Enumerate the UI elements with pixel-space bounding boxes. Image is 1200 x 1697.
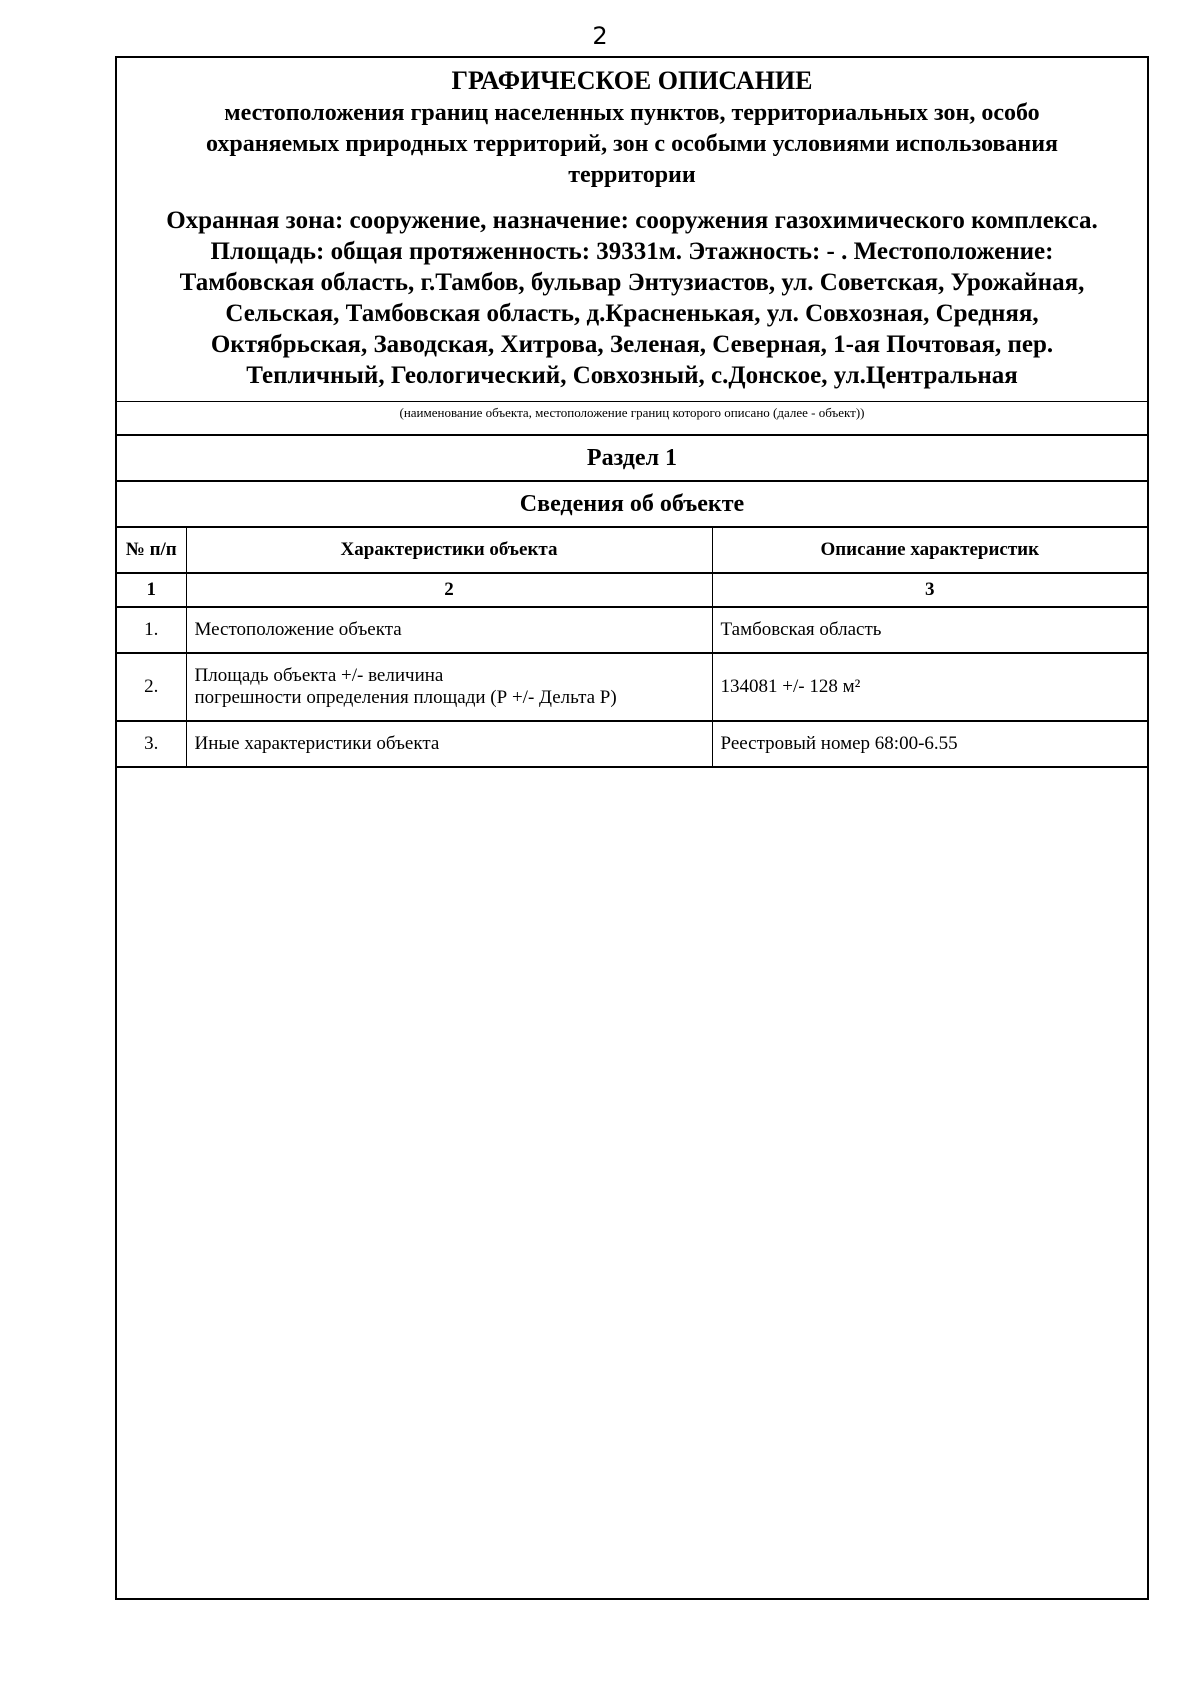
document-title: ГРАФИЧЕСКОЕ ОПИСАНИЕ <box>451 66 813 95</box>
row-description: 134081 +/- 128 м² <box>712 653 1147 721</box>
table-row <box>117 607 1147 653</box>
object-caption: (наименование объекта, местоположение границ которого описано (далее - объект)) <box>117 402 1147 436</box>
row-characteristic <box>186 607 712 653</box>
table-header-row <box>117 528 1147 573</box>
row-number: 2. <box>117 653 186 721</box>
object-name <box>123 205 1141 391</box>
subtitle-line: охраняемых природных территорий, зон с особыми условиями использования <box>205 131 1059 157</box>
subtitle-line: местоположения границ населенных пунктов, территориальных зон, особо <box>224 100 1040 126</box>
table-row <box>117 653 1147 721</box>
index-cell: 1 <box>117 573 186 607</box>
object-name-line: Тамбовская область, г.Тамбов, бульвар Энтузиастов, ул. Советская, Урожайная, <box>179 269 1085 296</box>
object-name-line: Тепличный, Геологический, Совхозный, с.Донское, ул.Центральная <box>246 362 1018 389</box>
object-name-line: Октябрьская, Заводская, Хитрова, Зеленая, Северная, 1-ая Почтовая, пер. <box>210 331 1054 358</box>
row-description: Тамбовская область <box>712 607 1147 653</box>
header-characteristics: Характеристики объекта <box>186 528 712 573</box>
index-cell: 3 <box>712 573 1147 607</box>
section-title: Раздел 1 <box>117 436 1147 482</box>
row-characteristic-line: Иные характеристики объекта <box>194 733 440 754</box>
object-name-line: Охранная зона: сооружение, назначение: сооружения газохимического комплекса. <box>166 207 1098 234</box>
document-header <box>117 58 1147 402</box>
document-frame <box>115 56 1149 1600</box>
row-description: Реестровый номер 68:00-6.55 <box>712 721 1147 767</box>
header-description: Описание характеристик <box>712 528 1147 573</box>
row-characteristic-line: Площадь объекта +/- величина <box>194 665 444 686</box>
row-characteristic-line: Местоположение объекта <box>194 619 402 640</box>
header-number: № п/п <box>117 528 186 573</box>
row-number: 1. <box>117 607 186 653</box>
table-index-row <box>117 573 1147 607</box>
index-cell: 2 <box>186 573 712 607</box>
row-characteristic-line: погрешности определения площади (Р +/- Дельта Р) <box>194 687 617 708</box>
subtitle-line: территории <box>568 162 696 188</box>
object-name-line: Площадь: общая протяженность: 39331м. Этажность: - . Местоположение: <box>210 238 1054 265</box>
document-subtitle <box>147 98 1117 191</box>
object-info-table <box>117 528 1147 768</box>
row-number: 3. <box>117 721 186 767</box>
object-name-line: Сельская, Тамбовская область, д.Красненькая, ул. Совхозная, Средняя, <box>225 300 1039 327</box>
page-number: 2 <box>592 22 608 50</box>
table-row <box>117 721 1147 767</box>
section-subtitle: Сведения об объекте <box>117 482 1147 528</box>
row-characteristic <box>186 653 712 721</box>
row-characteristic <box>186 721 712 767</box>
